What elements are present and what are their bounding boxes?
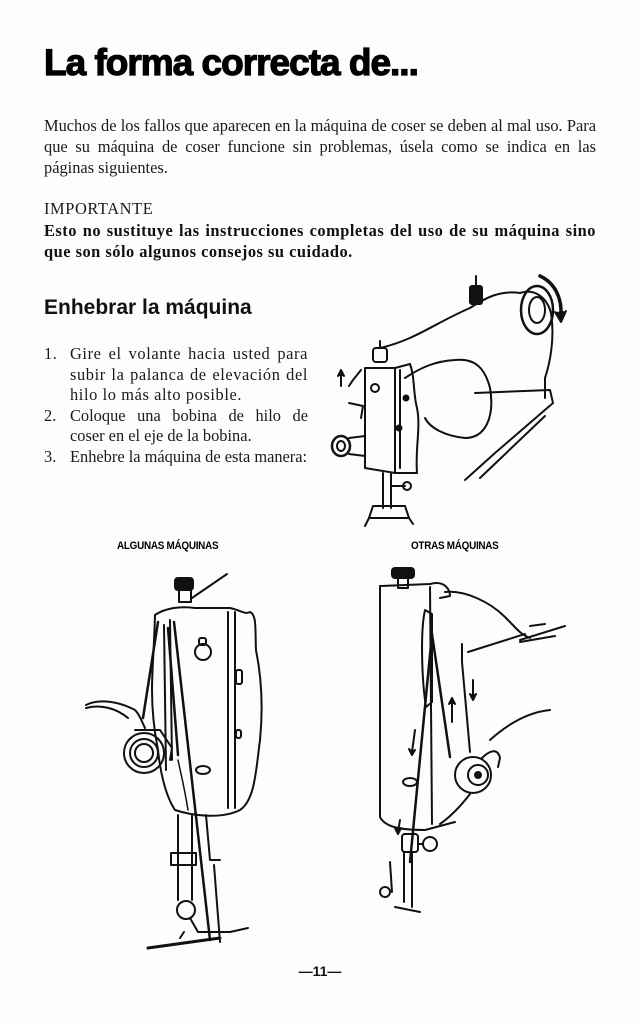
threading-steps [44, 344, 308, 467]
intro-paragraph: Muchos de los fallos que aparecen en la máquina de coser se deben al mal uso. Para que su máquina de coser funcione sin problemas, úsela como se indica en las páginas siguientes. [44, 116, 596, 177]
step-number: 2. [44, 405, 57, 425]
step-text: Enhebre la máquina de esta manera: [70, 446, 308, 466]
step-number: 1. [44, 344, 58, 363]
step-text: Coloque una bobina de hilo de coser en el eje de la bobina. [70, 405, 308, 445]
important-note: Esto no sustituye las instrucciones completas del uso de su máquina sino que son sólo algunos consejos su cuidado. [44, 221, 596, 261]
important-label: IMPORTANTE [44, 199, 154, 218]
figure-caption-left: ALGUNAS MÁQUINAS [117, 540, 219, 552]
step-item [44, 447, 308, 468]
threading-diagram-other-machines [370, 562, 580, 922]
page-title: La forma correcta de... [44, 42, 418, 83]
step-item [44, 406, 308, 447]
step-item [44, 344, 308, 406]
threading-diagram-some-machines [80, 570, 280, 955]
step-number: 3. [44, 446, 57, 466]
page-number: —11— [298, 963, 342, 979]
step-text: Gire el volante hacia usted para subir la palanca de elevación del hilo lo más alto posible. [70, 344, 308, 404]
section-heading: Enhebrar la máquina [44, 296, 252, 319]
sewing-machine-illustration-top [325, 268, 585, 528]
figure-caption-right: OTRAS MÁQUINAS [411, 540, 499, 552]
